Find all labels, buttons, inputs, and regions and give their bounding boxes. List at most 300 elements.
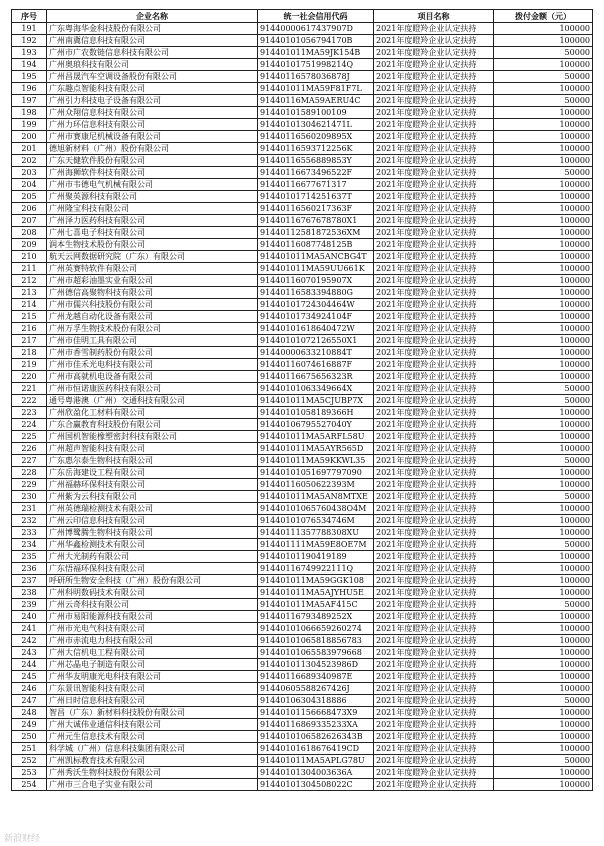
header-index: 序号 (12, 10, 47, 23)
credit-code-cell: 91440101589100109 (258, 107, 374, 119)
company-name-cell: 广州超声智能科技有限公司 (47, 443, 258, 455)
company-name-cell: 广州欣盈化工材料有限公司 (47, 407, 258, 419)
project-name-cell: 2021年度瞪羚企业认定扶持 (374, 431, 494, 443)
amount-cell: 100000 (494, 35, 593, 47)
credit-code-cell: 9144010106582626343B (258, 731, 374, 743)
credit-code-cell: 91440101618676419CD (258, 743, 374, 755)
table-row (12, 407, 593, 419)
amount-cell: 100000 (494, 443, 593, 455)
amount-cell: 50000 (494, 539, 593, 551)
company-name-cell: 广州云奇科技有限公司 (47, 599, 258, 611)
row-index-cell: 226 (12, 443, 47, 455)
table-row (12, 491, 593, 503)
company-name-cell: 广州华鑫检测技术有限公司 (47, 539, 258, 551)
credit-code-cell: 91440101051697797090 (258, 467, 374, 479)
project-name-cell: 2021年度瞪羚企业认定扶持 (374, 599, 494, 611)
table-row (12, 767, 593, 779)
row-index-cell: 235 (12, 551, 47, 563)
table-row (12, 659, 593, 671)
credit-code-cell: 91440116677671317 (258, 179, 374, 191)
row-index-cell: 243 (12, 647, 47, 659)
amount-cell: 50000 (494, 599, 593, 611)
amount-cell: 100000 (494, 287, 593, 299)
table-row (12, 59, 593, 71)
row-index-cell: 222 (12, 395, 47, 407)
table-row (12, 395, 593, 407)
row-index-cell: 225 (12, 431, 47, 443)
company-name-cell: 广州引力科技电子设备有限公司 (47, 95, 258, 107)
watermark: 新浪财经 (4, 834, 41, 844)
table-row (12, 539, 593, 551)
credit-code-cell: 91440116050622393M (258, 479, 374, 491)
project-name-cell: 2021年度瞪羚企业认定扶持 (374, 95, 494, 107)
row-index-cell: 250 (12, 731, 47, 743)
company-name-cell: 广州昌晟汽车空调设备股份有限公司 (47, 71, 258, 83)
row-index-cell: 217 (12, 335, 47, 347)
company-name-cell: 广州南冀信息科技有限公司 (47, 35, 258, 47)
company-name-cell: 广东岳海建设工程有限公司 (47, 467, 258, 479)
company-name-cell: 广州海狮软件科技有限公司 (47, 167, 258, 179)
amount-cell: 100000 (494, 743, 593, 755)
row-index-cell: 220 (12, 371, 47, 383)
row-index-cell: 240 (12, 611, 47, 623)
amount-cell: 100000 (494, 359, 593, 371)
credit-code-cell: 91440116070195907X (258, 275, 374, 287)
company-name-cell: 广州芯晶电子制造有限公司 (47, 659, 258, 671)
table-row (12, 203, 593, 215)
row-index-cell: 204 (12, 179, 47, 191)
table-row (12, 143, 593, 155)
table-row (12, 515, 593, 527)
company-name-cell: 广州七喜电子科技有限公司 (47, 227, 258, 239)
credit-code-cell: 91440101734924104F (258, 311, 374, 323)
header-credit-code: 统一社会信用代码 (258, 10, 374, 23)
credit-code-cell: 914401011MA5AN8MTXE (258, 491, 374, 503)
table-row (12, 431, 593, 443)
project-name-cell: 2021年度瞪羚企业认定扶持 (374, 551, 494, 563)
credit-code-cell: 914401011MA59KKWL35 (258, 455, 374, 467)
amount-cell: 100000 (494, 347, 593, 359)
project-name-cell: 2021年度瞪羚企业认定扶持 (374, 167, 494, 179)
credit-code-cell: 91440116087748125B (258, 239, 374, 251)
amount-cell: 100000 (494, 179, 593, 191)
credit-code-cell: 91440106304318886 (258, 695, 374, 707)
table-row (12, 743, 593, 755)
table-row (12, 779, 593, 791)
project-name-cell: 2021年度瞪羚企业认定扶持 (374, 203, 494, 215)
company-name-cell: 广州日时信息科技有限公司 (47, 695, 258, 707)
project-name-cell: 2021年度瞪羚企业认定扶持 (374, 371, 494, 383)
row-index-cell: 213 (12, 287, 47, 299)
credit-code-cell: 91440101063349664X (258, 383, 374, 395)
row-index-cell: 253 (12, 767, 47, 779)
credit-code-cell: 91440101751998214Q (258, 59, 374, 71)
project-name-cell: 2021年度瞪羚企业认定扶持 (374, 155, 494, 167)
amount-cell: 100000 (494, 587, 593, 599)
row-index-cell: 227 (12, 455, 47, 467)
project-name-cell: 2021年度瞪羚企业认定扶持 (374, 515, 494, 527)
project-name-cell: 2021年度瞪羚企业认定扶持 (374, 35, 494, 47)
amount-cell: 100000 (494, 59, 593, 71)
company-name-cell: 广州聚英源科技有限公司 (47, 191, 258, 203)
header-project-name: 项目名称 (374, 10, 494, 23)
row-index-cell: 224 (12, 419, 47, 431)
credit-code-cell: 91440101618640472W (258, 323, 374, 335)
company-name-cell: 广州科明数码技术有限公司 (47, 587, 258, 599)
project-name-cell: 2021年度瞪羚企业认定扶持 (374, 419, 494, 431)
amount-cell: 100000 (494, 779, 593, 791)
table-row (12, 671, 593, 683)
amount-cell: 100000 (494, 767, 593, 779)
project-name-cell: 2021年度瞪羚企业认定扶持 (374, 467, 494, 479)
project-name-cell: 2021年度瞪羚企业认定扶持 (374, 755, 494, 767)
row-index-cell: 192 (12, 35, 47, 47)
company-name-cell: 广州德信高聚物科技有限公司 (47, 287, 258, 299)
row-index-cell: 214 (12, 299, 47, 311)
credit-code-cell: 914401011304523986D (258, 659, 374, 671)
table-row (12, 527, 593, 539)
project-name-cell: 2021年度瞪羚企业认定扶持 (374, 251, 494, 263)
project-name-cell: 2021年度瞪羚企业认定扶持 (374, 383, 494, 395)
amount-cell: 100000 (494, 407, 593, 419)
company-name-cell: 广州龙越自动化设备有限公司 (47, 311, 258, 323)
row-index-cell: 193 (12, 47, 47, 59)
table-row (12, 95, 593, 107)
amount-cell: 100000 (494, 227, 593, 239)
amount-cell: 100000 (494, 275, 593, 287)
table-row (12, 215, 593, 227)
amount-cell: 100000 (494, 635, 593, 647)
table-row (12, 371, 593, 383)
project-name-cell: 2021年度瞪羚企业认定扶持 (374, 635, 494, 647)
company-name-cell: 广州市三合电子实业有限公司 (47, 779, 258, 791)
project-name-cell: 2021年度瞪羚企业认定扶持 (374, 575, 494, 587)
table-row (12, 731, 593, 743)
credit-code-cell: 91440101156668473X9 (258, 707, 374, 719)
amount-cell: 50000 (494, 491, 593, 503)
company-name-cell: 广州市光电气科技有限公司 (47, 623, 258, 635)
project-name-cell: 2021年度瞪羚企业认定扶持 (374, 83, 494, 95)
row-index-cell: 196 (12, 83, 47, 95)
amount-cell: 50000 (494, 71, 593, 83)
header-amount: 拨付金额（元） (494, 10, 593, 23)
credit-code-cell: 91440000633210884T (258, 347, 374, 359)
project-name-cell: 2021年度瞪羚企业认定扶持 (374, 59, 494, 71)
credit-code-cell: 91440101065583979668 (258, 647, 374, 659)
company-name-cell: 广州市佳禾光电科技有限公司 (47, 359, 258, 371)
company-name-cell: 广州市高就机电设备有限公司 (47, 371, 258, 383)
table-row (12, 71, 593, 83)
table-row (12, 467, 593, 479)
company-name-cell: 广东趣点智能科技有限公司 (47, 83, 258, 95)
row-index-cell: 221 (12, 383, 47, 395)
row-index-cell: 244 (12, 659, 47, 671)
row-index-cell: 231 (12, 503, 47, 515)
project-name-cell: 2021年度瞪羚企业认定扶持 (374, 287, 494, 299)
row-index-cell: 247 (12, 695, 47, 707)
amount-cell: 100000 (494, 215, 593, 227)
table-row (12, 635, 593, 647)
project-name-cell: 2021年度瞪羚企业认定扶持 (374, 731, 494, 743)
row-index-cell: 236 (12, 563, 47, 575)
project-name-cell: 2021年度瞪羚企业认定扶持 (374, 695, 494, 707)
table-row (12, 587, 593, 599)
project-name-cell: 2021年度瞪羚企业认定扶持 (374, 347, 494, 359)
row-index-cell: 246 (12, 683, 47, 695)
amount-cell: 100000 (494, 623, 593, 635)
project-name-cell: 2021年度瞪羚企业认定扶持 (374, 323, 494, 335)
credit-code-cell: 91440116578036878J (258, 71, 374, 83)
table-row (12, 479, 593, 491)
company-name-cell: 广州市恒诺康医药科技有限公司 (47, 383, 258, 395)
company-name-cell: 广州市赤流电力科技有限公司 (47, 635, 258, 647)
credit-code-cell: 91440116767678780X1 (258, 215, 374, 227)
row-index-cell: 232 (12, 515, 47, 527)
company-name-cell: 广州元生信息技术有限公司 (47, 731, 258, 743)
table-row (12, 311, 593, 323)
company-name-cell: 广州英赛特软件有限公司 (47, 263, 258, 275)
project-name-cell: 2021年度瞪羚企业认定扶持 (374, 335, 494, 347)
credit-code-cell: 914401011MA5ANCBG4T (258, 251, 374, 263)
credit-code-cell: 91440116793489252X (258, 611, 374, 623)
company-name-cell: 广州市易阳能源科技有限公司 (47, 611, 258, 623)
table-row (12, 323, 593, 335)
amount-cell: 100000 (494, 647, 593, 659)
amount-cell: 100000 (494, 467, 593, 479)
credit-code-cell: 91440101190419189 (258, 551, 374, 563)
project-name-cell: 2021年度瞪羚企业认定扶持 (374, 563, 494, 575)
company-name-cell: 广州万孚生物技术股份有限公司 (47, 323, 258, 335)
project-name-cell: 2021年度瞪羚企业认定扶持 (374, 179, 494, 191)
company-name-cell: 广州紫为云科技有限公司 (47, 491, 258, 503)
credit-code-cell: 91440116MA59AERU4C (258, 95, 374, 107)
project-name-cell: 2021年度瞪羚企业认定扶持 (374, 47, 494, 59)
project-name-cell: 2021年度瞪羚企业认定扶持 (374, 779, 494, 791)
company-name-cell: 航天云网数据研究院（广东）有限公司 (47, 251, 258, 263)
credit-code-cell: 91440101066659260274 (258, 623, 374, 635)
credit-code-cell: 91440111357788308XU (258, 527, 374, 539)
table-row (12, 299, 593, 311)
credit-code-cell: 91440101724304464W (258, 299, 374, 311)
project-name-cell: 2021年度瞪羚企业认定扶持 (374, 659, 494, 671)
amount-cell: 100000 (494, 155, 593, 167)
row-index-cell: 223 (12, 407, 47, 419)
table-row (12, 503, 593, 515)
row-index-cell: 230 (12, 491, 47, 503)
row-index-cell: 209 (12, 239, 47, 251)
table-row (12, 347, 593, 359)
row-index-cell: 242 (12, 635, 47, 647)
table-row (12, 575, 593, 587)
credit-code-cell: 914401011MA5AYR565D (258, 443, 374, 455)
amount-cell: 100000 (494, 203, 593, 215)
credit-code-cell: 91440116074616887F (258, 359, 374, 371)
company-name-cell: 广东粤海华金科技股份有限公司 (47, 23, 258, 35)
table-row (12, 167, 593, 179)
company-name-cell: 广州市超彩油墨实业有限公司 (47, 275, 258, 287)
table-row (12, 263, 593, 275)
company-name-cell: 广东天健软件股份有限公司 (47, 155, 258, 167)
project-name-cell: 2021年度瞪羚企业认定扶持 (374, 227, 494, 239)
row-index-cell: 210 (12, 251, 47, 263)
company-name-cell: 广州市韦德电气机械有限公司 (47, 179, 258, 191)
project-name-cell: 2021年度瞪羚企业认定扶持 (374, 647, 494, 659)
amount-cell: 100000 (494, 419, 593, 431)
row-index-cell: 197 (12, 95, 47, 107)
row-index-cell: 254 (12, 779, 47, 791)
amount-cell: 100000 (494, 311, 593, 323)
amount-cell: 50000 (494, 95, 593, 107)
amount-cell: 50000 (494, 47, 593, 59)
row-index-cell: 228 (12, 467, 47, 479)
row-index-cell: 194 (12, 59, 47, 71)
project-name-cell: 2021年度瞪羚企业认定扶持 (374, 455, 494, 467)
company-name-cell: 广州大诚伟业通信科技有限公司 (47, 719, 258, 731)
project-name-cell: 2021年度瞪羚企业认定扶持 (374, 215, 494, 227)
credit-code-cell: 91440116593712256K (258, 143, 374, 155)
project-name-cell: 2021年度瞪羚企业认定扶持 (374, 359, 494, 371)
amount-cell: 100000 (494, 23, 593, 35)
credit-code-cell: 91440116675656323R (258, 371, 374, 383)
amount-cell: 100000 (494, 731, 593, 743)
table-row (12, 443, 593, 455)
company-name-cell: 智昌（广东）新材料科技股份有限公司 (47, 707, 258, 719)
credit-code-cell: 91440101076534746M (258, 515, 374, 527)
credit-code-cell: 91440101304508022C (258, 779, 374, 791)
table-row (12, 119, 593, 131)
amount-cell: 100000 (494, 551, 593, 563)
row-index-cell: 245 (12, 671, 47, 683)
credit-code-cell: 91440106795527040Y (258, 419, 374, 431)
project-name-cell: 2021年度瞪羚企业认定扶持 (374, 611, 494, 623)
company-name-cell: 广州泽力医药科技有限公司 (47, 215, 258, 227)
company-name-cell: 广州奥琅科技有限公司 (47, 59, 258, 71)
amount-cell: 100000 (494, 431, 593, 443)
row-index-cell: 199 (12, 119, 47, 131)
table-row (12, 359, 593, 371)
credit-code-cell: 91440101065818856783 (258, 635, 374, 647)
amount-cell: 100000 (494, 719, 593, 731)
table-row (12, 155, 593, 167)
table-row (12, 611, 593, 623)
table-row (12, 419, 593, 431)
table-row (12, 23, 593, 35)
company-name-cell: 广州大信机电工程有限公司 (47, 647, 258, 659)
amount-cell: 100000 (494, 659, 593, 671)
credit-code-cell: 91440605588267426J (258, 683, 374, 695)
credit-code-cell: 91440116560217363F (258, 203, 374, 215)
amount-cell: 100000 (494, 191, 593, 203)
amount-cell: 100000 (494, 683, 593, 695)
row-index-cell: 252 (12, 755, 47, 767)
project-name-cell: 2021年度瞪羚企业认定扶持 (374, 707, 494, 719)
table-row (12, 599, 593, 611)
row-index-cell: 200 (12, 131, 47, 143)
credit-code-cell: 914401011MA5AF415C (258, 599, 374, 611)
header-row (12, 10, 593, 23)
amount-cell: 100000 (494, 563, 593, 575)
project-name-cell: 2021年度瞪羚企业认定扶持 (374, 623, 494, 635)
amount-cell: 100000 (494, 143, 593, 155)
company-name-cell: 广州国机智能橡塑密封科技有限公司 (47, 431, 258, 443)
credit-code-cell: 914401011MA59GGK108 (258, 575, 374, 587)
row-index-cell: 248 (12, 707, 47, 719)
company-name-cell: 广州博鹭腾生物科技有限公司 (47, 527, 258, 539)
amount-cell: 100000 (494, 107, 593, 119)
document-sheet (11, 9, 592, 791)
credit-code-cell: 914401011MA5ARFL58U (258, 431, 374, 443)
credit-code-cell: 91440116749922111Q (258, 563, 374, 575)
amount-cell: 100000 (494, 251, 593, 263)
credit-code-cell: 91440116869335233XA (258, 719, 374, 731)
amount-cell: 100000 (494, 503, 593, 515)
row-index-cell: 211 (12, 263, 47, 275)
company-name-cell: 广州市赛康尼机械设备有限公司 (47, 131, 258, 143)
amount-cell: 100000 (494, 323, 593, 335)
row-index-cell: 218 (12, 347, 47, 359)
project-name-cell: 2021年度瞪羚企业认定扶持 (374, 491, 494, 503)
amount-cell: 100000 (494, 131, 593, 143)
company-name-cell: 广东景讯智能科技有限公司 (47, 683, 258, 695)
amount-cell: 50000 (494, 383, 593, 395)
company-name-cell: 广东悟福环保科技有限公司 (47, 563, 258, 575)
amount-cell: 100000 (494, 515, 593, 527)
table-row (12, 719, 593, 731)
row-index-cell: 237 (12, 575, 47, 587)
credit-code-cell: 91440116583394880G (258, 287, 374, 299)
amount-cell: 50000 (494, 695, 593, 707)
project-name-cell: 2021年度瞪羚企业认定扶持 (374, 503, 494, 515)
company-name-cell: 通号粤港澳（广州）交通科技有限公司 (47, 395, 258, 407)
row-index-cell: 229 (12, 479, 47, 491)
project-name-cell: 2021年度瞪羚企业认定扶持 (374, 143, 494, 155)
project-name-cell: 2021年度瞪羚企业认定扶持 (374, 407, 494, 419)
company-name-cell: 润本生物技术股份有限公司 (47, 239, 258, 251)
company-name-cell: 广州力环信息科技有限公司 (47, 119, 258, 131)
table-row (12, 35, 593, 47)
project-name-cell: 2021年度瞪羚企业认定扶持 (374, 311, 494, 323)
row-index-cell: 208 (12, 227, 47, 239)
amount-cell: 100000 (494, 479, 593, 491)
project-name-cell: 2021年度瞪羚企业认定扶持 (374, 671, 494, 683)
company-name-cell: 广东惠尔泰生物科技有限公司 (47, 455, 258, 467)
project-name-cell: 2021年度瞪羚企业认定扶持 (374, 131, 494, 143)
company-name-cell: 广东合赢教育科技股份有限公司 (47, 419, 258, 431)
project-name-cell: 2021年度瞪羚企业认定扶持 (374, 107, 494, 119)
funding-table (11, 9, 593, 791)
credit-code-cell: 91440101072126550X1 (258, 335, 374, 347)
company-name-cell: 广州秀沃生物科技股份有限公司 (47, 767, 258, 779)
project-name-cell: 2021年度瞪羚企业认定扶持 (374, 23, 494, 35)
amount-cell: 100000 (494, 119, 593, 131)
table-row (12, 239, 593, 251)
company-name-cell: 广州市广农数链信息科技有限公司 (47, 47, 258, 59)
credit-code-cell: 91440116689340987E (258, 671, 374, 683)
project-name-cell: 2021年度瞪羚企业认定扶持 (374, 263, 494, 275)
table-row (12, 383, 593, 395)
credit-code-cell: 91440116556889853Y (258, 155, 374, 167)
credit-code-cell: 91440116560209895X (258, 131, 374, 143)
table-row (12, 623, 593, 635)
amount-cell: 100000 (494, 671, 593, 683)
table-row (12, 227, 593, 239)
project-name-cell: 2021年度瞪羚企业认定扶持 (374, 683, 494, 695)
table-body (12, 23, 593, 791)
credit-code-cell: 914401011MA5APLG78U (258, 755, 374, 767)
amount-cell: 100000 (494, 83, 593, 95)
company-name-cell: 广州众翔信息科技有限公司 (47, 107, 258, 119)
header-company-name: 企业名称 (47, 10, 258, 23)
